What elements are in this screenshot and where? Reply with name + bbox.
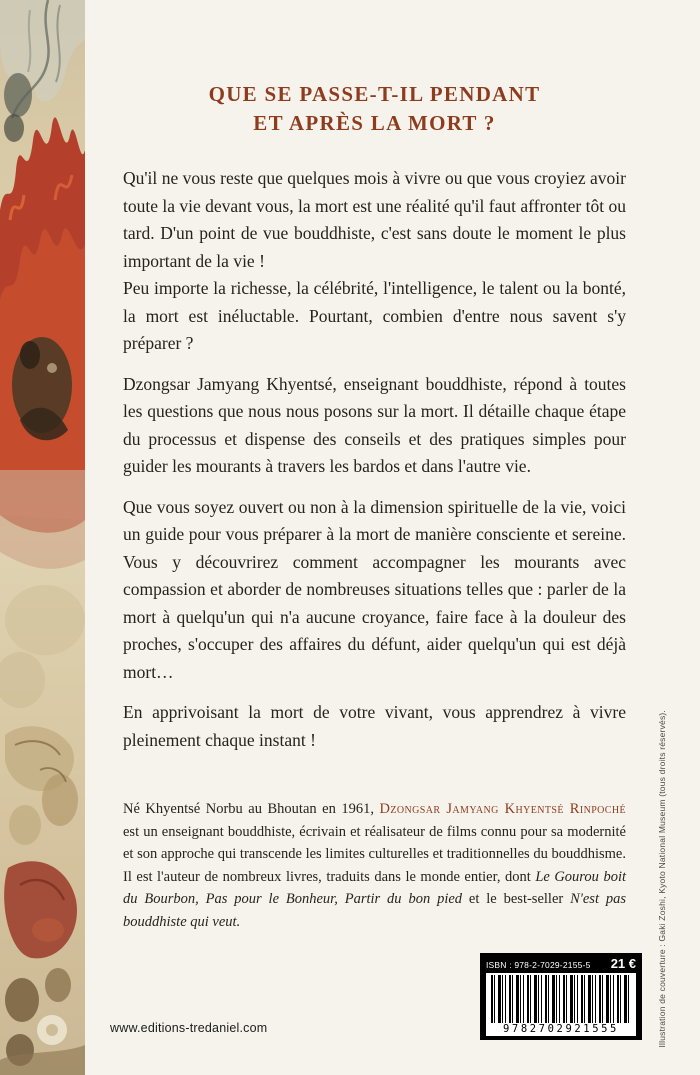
bestseller-title: N'est pas bouddhiste qui veut. (123, 891, 626, 930)
author-name: Dzongsar Jamyang Khyentsé Rinpoché (379, 801, 626, 817)
blurb-paragraph: Qu'il ne vous reste que quelques mois à vivre ou que vous croyiez avoir toute la vie devant vous, la mort est une réalité qu'il faut affronter tôt ou tard. D'un point de vue bouddhiste, c'est sans doute le moment le plus important de la vie ! (123, 168, 626, 271)
blurb-paragraph: Peu importe la richesse, la célébrité, l'intelligence, le talent ou la bonté, la mort est inéluctable. Pourtant, combien d'entre nous savent s'y préparer ? (123, 278, 626, 353)
barcode-number: 9782702921555 (503, 1023, 619, 1035)
blurb-block (123, 494, 626, 687)
isbn-label: ISBN : 978-2-7029-2155-5 (486, 960, 591, 970)
barcode-bars (491, 975, 631, 1023)
blurb-block (123, 371, 626, 481)
price-label: 21 € (610, 956, 636, 971)
book-title (123, 80, 626, 138)
blurb-paragraph: Dzongsar Jamyang Khyentsé, enseignant bouddhiste, répond à toutes les questions que nous nous posons sur la mort. Il détaille chaque étape du processus et dispense des conseils et des pratiques simples pour guider les mourants à travers les bardos et dans l'autre vie. (123, 373, 626, 476)
back-cover-content (85, 0, 700, 1075)
book-titles-list: Le Gourou boit du Bourbon, Pas pour le Bonheur, Partir du bon pied (123, 868, 626, 907)
book-title-line1: QUE SE PASSE-T-IL PENDANT (208, 82, 541, 106)
illustration-credit: Illustration de couverture : Gaki Zoshi, Kyoto National Museum (tous droits réservés). (657, 709, 667, 1047)
cover-artwork (0, 0, 85, 1075)
blurb-paragraph: Que vous soyez ouvert ou non à la dimension spirituelle de la vie, voici un guide pour vous préparer à la mort de manière consciente et sereine. Vous y découvrirez comment accompagner les mourants avec compassion et aborder de nombreuses situations telles que : parler de la mort à quelqu'un qui n'a aucune croyance, faire face à la douleur des proches, s'occuper des affaires du défunt, aider quelqu'un qui est déjà mort… (123, 496, 626, 682)
publisher-website: www.editions-tredaniel.com (110, 1021, 268, 1035)
blurb (123, 165, 626, 754)
bio-text: et le best-seller (462, 891, 571, 907)
isbn-barcode-box (480, 953, 642, 1040)
bio-text: est un enseignant bouddhiste, écrivain et réalisateur de films connu pour sa modernité et son approche qui transcende les limites culturelles et traditionnelles du bouddhisme. Il est l'auteur de nombreux livres, traduits dans le monde entier, dont (123, 823, 626, 885)
barcode (486, 973, 636, 1036)
blurb-block (123, 699, 626, 754)
cover-artwork-image (0, 0, 85, 1075)
bio-text: Né Khyentsé Norbu au Bhoutan en 1961, (123, 801, 380, 817)
book-title-line2: ET APRÈS LA MORT ? (253, 111, 496, 135)
blurb-paragraph: En apprivoisant la mort de votre vivant, vous apprendrez à vivre pleinement chaque instant ! (123, 702, 626, 750)
isbn-row (486, 956, 636, 971)
author-bio (123, 798, 626, 933)
blurb-block (123, 165, 626, 358)
